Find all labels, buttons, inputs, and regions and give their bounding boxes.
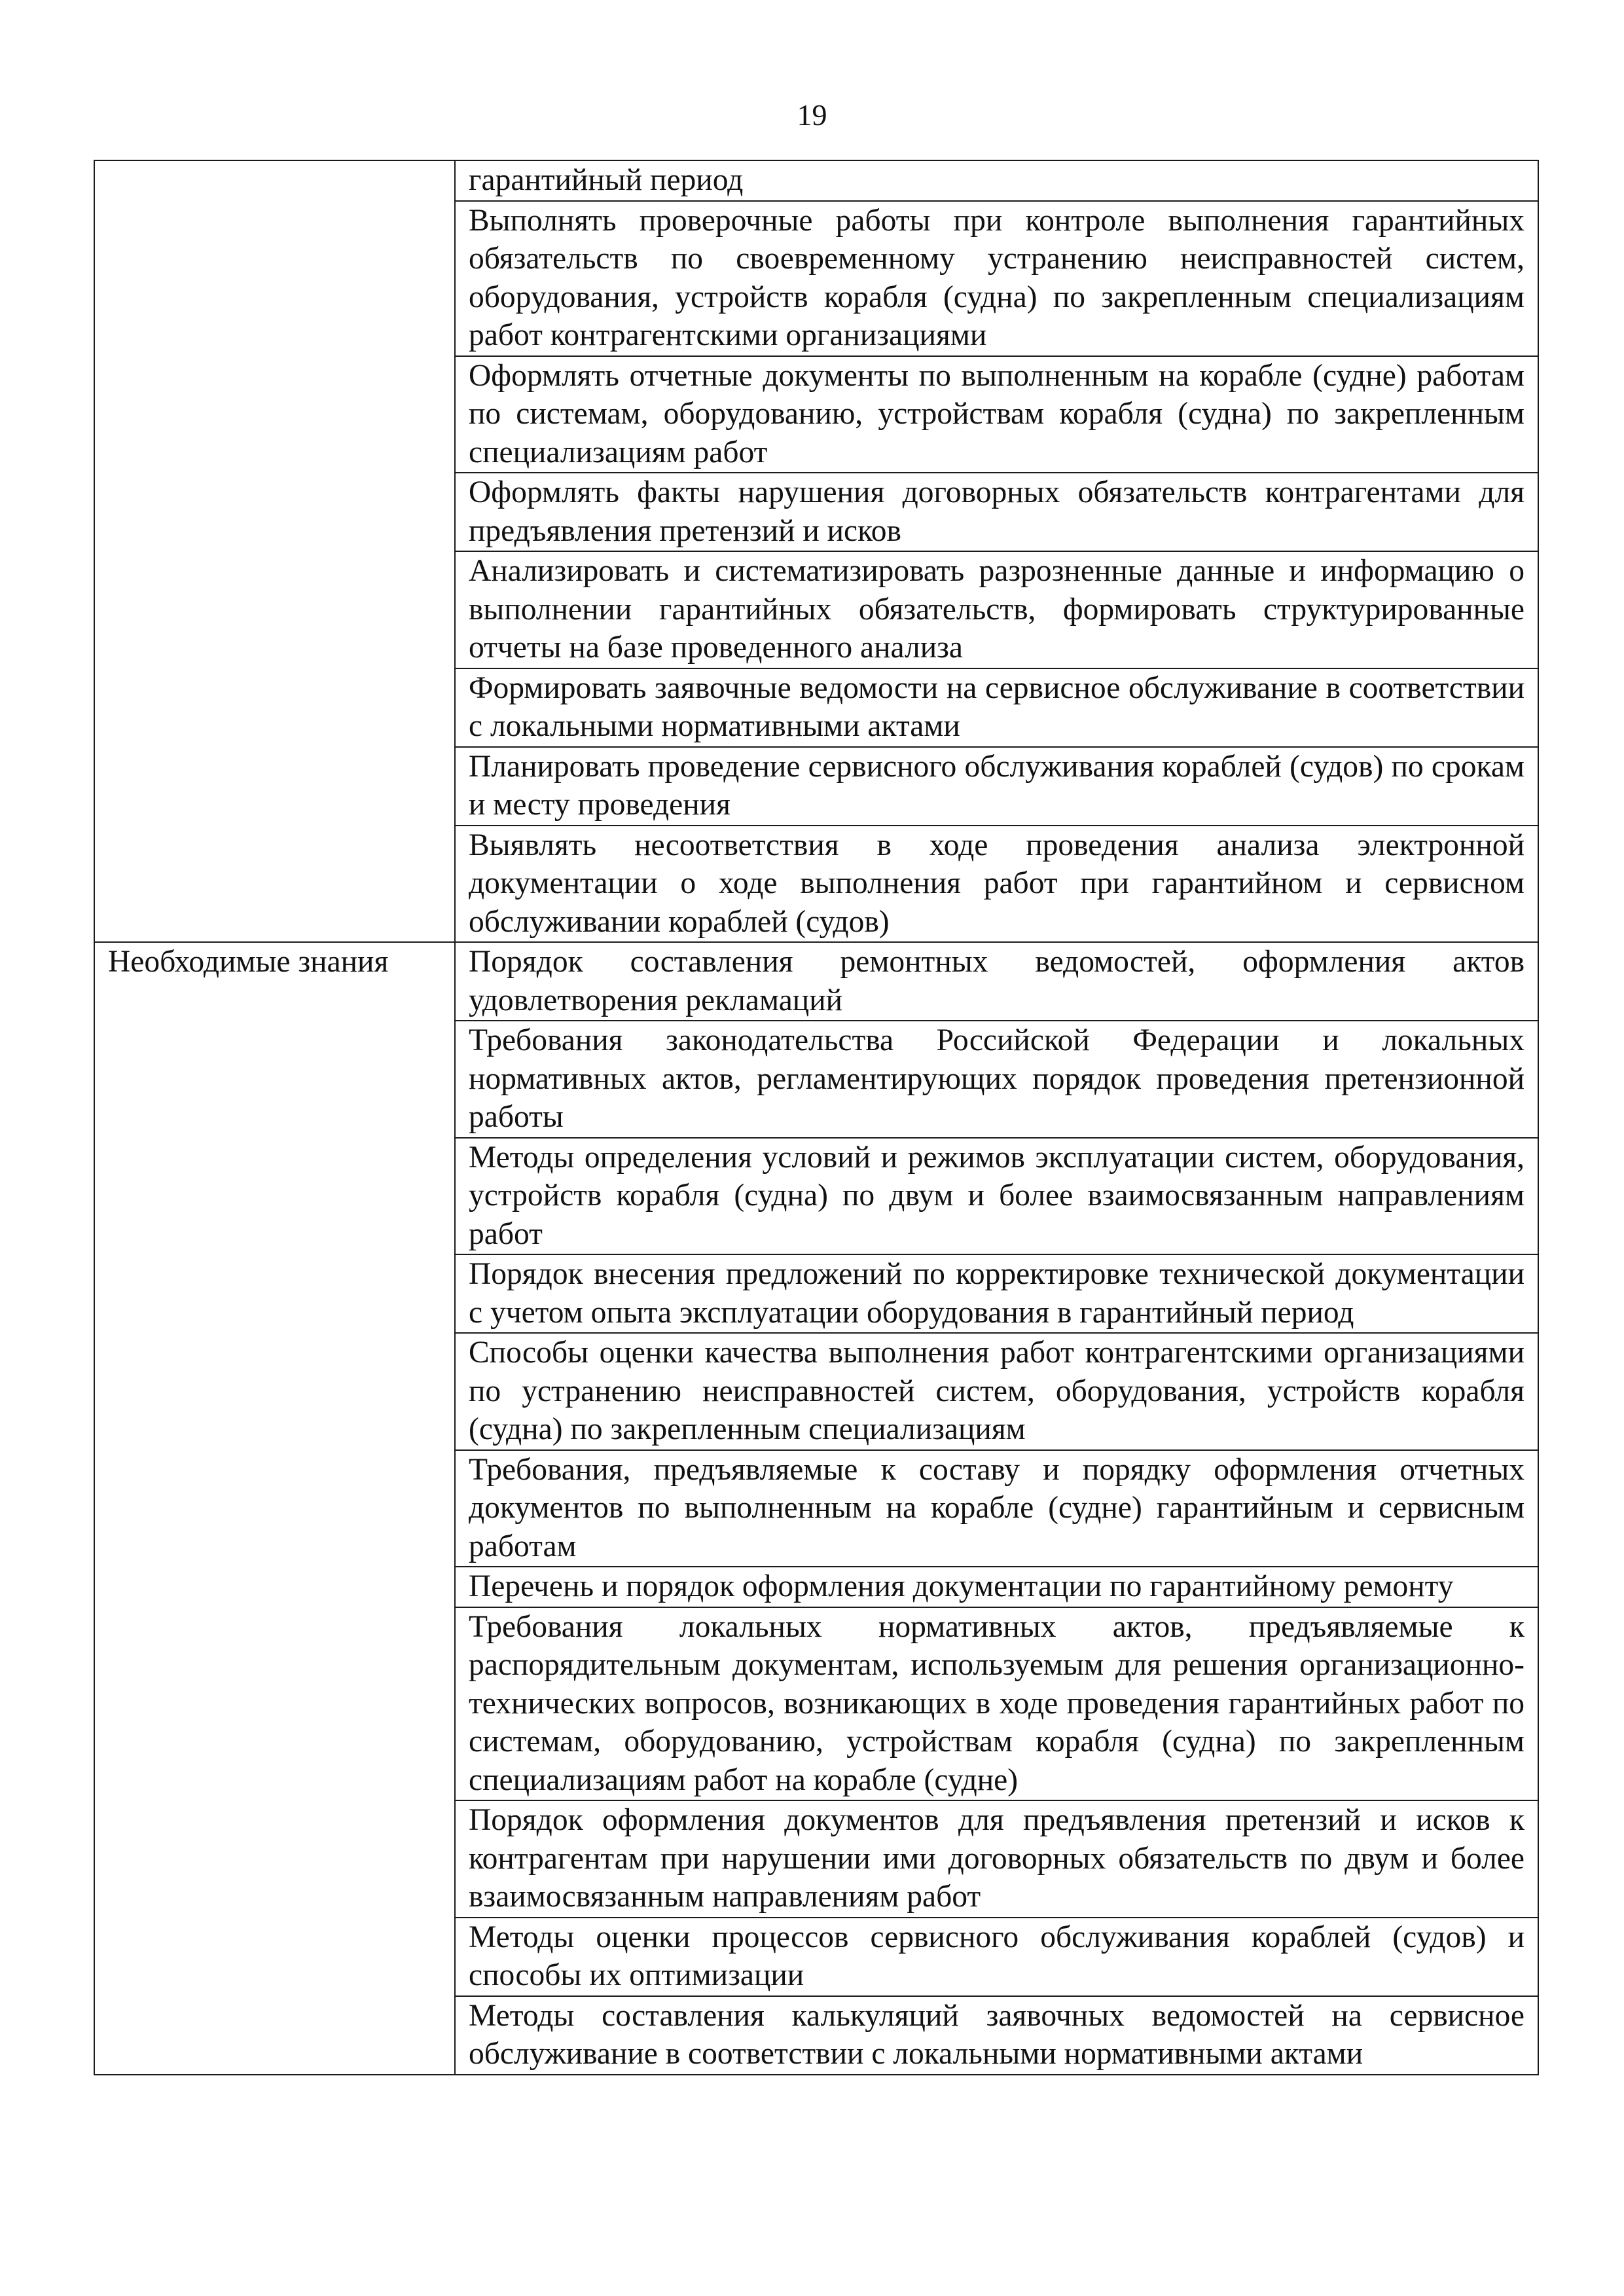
requirement-cell: Оформлять факты нарушения договорных обязательств контрагентами для предъявления претензий и исков: [455, 473, 1538, 551]
requirement-cell: Порядок внесения предложений по корректировке технической документации с учетом опыта эксплуатации оборудования в гарантийный период: [455, 1254, 1538, 1333]
requirement-cell: Оформлять отчетные документы по выполненным на корабле (судне) работам по системам, оборудованию, устройствам корабля (судна) по закрепленным специализациям работ: [455, 356, 1538, 473]
requirement-cell: Требования локальных нормативных актов, предъявляемые к распорядительным документам, используемым для решения организационно-технических вопросов, возникающих в ходе проведения гарантийных работ по системам, оборудованию, устройствам корабля (судна) по закрепленным специализациям работ на корабле (судне): [455, 1607, 1538, 1801]
requirement-cell: Анализировать и систематизировать разрозненные данные и информацию о выполнении гарантийных обязательств, формировать структурированные отчеты на базе проведенного анализа: [455, 551, 1538, 668]
section-label-cell: [94, 160, 455, 942]
requirement-cell: Формировать заявочные ведомости на сервисное обслуживание в соответствии с локальными нормативными актами: [455, 668, 1538, 747]
table-row: [94, 942, 1538, 1021]
requirement-cell: Перечень и порядок оформления документации по гарантийному ремонту: [455, 1567, 1538, 1607]
requirement-cell: Выявлять несоответствия в ходе проведения анализа электронной документации о ходе выполнения работ при гарантийном и сервисном обслуживании кораблей (судов): [455, 826, 1538, 943]
requirement-cell: Способы оценки качества выполнения работ контрагентскими организациями по устранению неисправностей систем, оборудования, устройств корабля (судна) по закрепленным специализациям: [455, 1333, 1538, 1450]
requirement-cell: Порядок составления ремонтных ведомостей, оформления актов удовлетворения рекламаций: [455, 942, 1538, 1021]
requirement-cell: Требования, предъявляемые к составу и порядку оформления отчетных документов по выполненным на корабле (судне) гарантийным и сервисным работам: [455, 1450, 1538, 1567]
table-body: [94, 160, 1538, 2075]
requirement-cell: Методы оценки процессов сервисного обслуживания кораблей (судов) и способы их оптимизации: [455, 1918, 1538, 1996]
requirement-cell: Методы составления калькуляций заявочных ведомостей на сервисное обслуживание в соответствии с локальными нормативными актами: [455, 1996, 1538, 2075]
table-row: [94, 160, 1538, 201]
requirement-cell: гарантийный период: [455, 160, 1538, 201]
competency-table: [94, 160, 1539, 2075]
requirement-cell: Выполнять проверочные работы при контроле выполнения гарантийных обязательств по своевременному устранению неисправностей систем, оборудования, устройств корабля (судна) по закрепленным специализациям работ контрагентскими организациями: [455, 201, 1538, 356]
requirement-cell: Порядок оформления документов для предъявления претензий и исков к контрагентам при нарушении ими договорных обязательств по двум и более взаимосвязанным направлениям работ: [455, 1800, 1538, 1918]
page-number: 19: [797, 98, 827, 132]
requirement-cell: Методы определения условий и режимов эксплуатации систем, оборудования, устройств корабля (судна) по двум и более взаимосвязанным направлениям работ: [455, 1138, 1538, 1255]
requirement-cell: Планировать проведение сервисного обслуживания кораблей (судов) по срокам и месту проведения: [455, 747, 1538, 826]
section-label-cell: Необходимые знания: [94, 942, 455, 2075]
requirement-cell: Требования законодательства Российской Федерации и локальных нормативных актов, регламентирующих порядок проведения претензионной работы: [455, 1021, 1538, 1138]
